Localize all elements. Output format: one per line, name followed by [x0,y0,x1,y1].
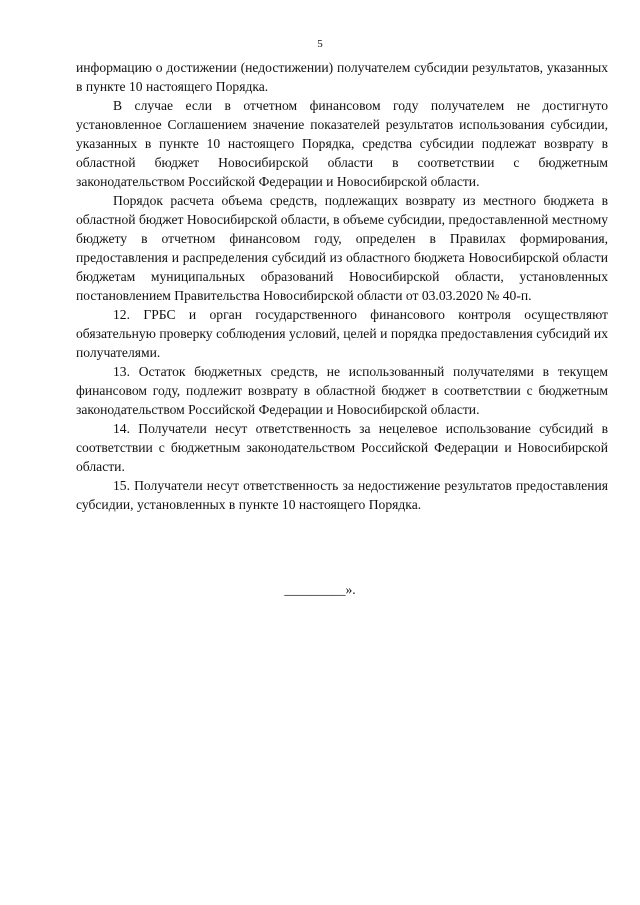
paragraph-refund-conditions: В случае если в отчетном финансовом году получателем не достигнуто установленное Соглашением значение показателей результатов использования субсидии, указанных в пункте 10 настоящего Порядка, средства субсидии подлежат возврату в областной бюджет Новосибирской области в соответствии с бюджетным законодательством Российской Федерации и Новосибирской области. [76,98,608,189]
closing-mark: _________». [284,582,356,597]
paragraph-continuation: информацию о достижении (недостижении) получателем субсидии результатов, указанных в пункте 10 настоящего Порядка. [76,60,608,94]
paragraph-refund-calculation: Порядок расчета объема средств, подлежащих возврату из местного бюджета в областной бюджет Новосибирской области, в объеме субсидии, предоставленной местному бюджету в отчетном финансовом году, определен в Правилах формирования, предоставления и распределения субсидий из областного бюджета Новосибирской области бюджетам муниципальных образований Новосибирской области, установленных постановлением Правительства Новосибирской области от 03.03.2020 № 40-п. [76,193,608,303]
paragraph-item-12: 12. ГРБС и орган государственного финансового контроля осуществляют обязательную проверку соблюдения условий, целей и порядка предоставления субсидий их получателями. [76,307,608,360]
paragraph-item-13: 13. Остаток бюджетных средств, не использованный получателями в текущем финансовом году, подлежит возврату в областной бюджет в соответствии с бюджетным законодательством Российской Федерации и Новосибирской области. [76,364,608,417]
paragraph-item-15: 15. Получатели несут ответственность за недостижение результатов предоставления субсидии, установленных в пункте 10 настоящего Порядка. [76,478,608,512]
page-number: 5 [317,38,323,50]
paragraph-item-14: 14. Получатели несут ответственность за нецелевое использование субсидий в соответствии с бюджетным законодательством Российской Федерации и Новосибирской области. [76,421,608,474]
document-body [76,58,608,514]
